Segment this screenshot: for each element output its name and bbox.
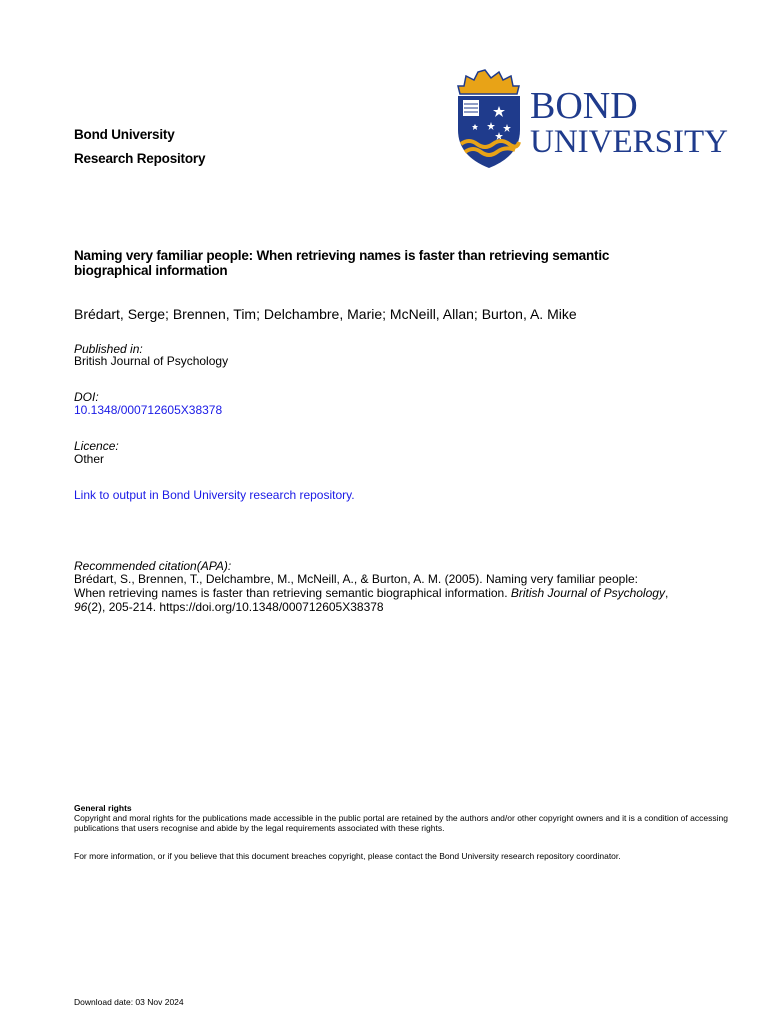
citation-line2-text: When retrieving names is faster than retrieving semantic biographical information. <box>74 586 511 600</box>
institution-name: Bond University <box>74 127 175 142</box>
copyright-contact-text: For more information, or if you believe that this document breaches copyright, please contact the Bond University research repository coordinator. <box>74 851 621 861</box>
citation-line3 <box>74 600 724 614</box>
doi-link[interactable]: 10.1348/000712605X38378 <box>74 403 223 417</box>
citation-label: Recommended citation(APA): <box>74 559 232 573</box>
citation-volume: 96 <box>74 600 88 614</box>
author-list: Brédart, Serge; Brennen, Tim; Delchambre, Marie; McNeill, Allan; Burton, A. Mike <box>74 306 577 322</box>
repository-link[interactable]: Link to output in Bond University research repository. <box>74 488 355 502</box>
licence-value: Other <box>74 452 105 466</box>
repository-name: Research Repository <box>74 151 206 166</box>
paper-title <box>74 248 714 278</box>
citation-line2 <box>74 586 724 600</box>
logo-text-university: UNIVERSITY <box>530 124 728 160</box>
citation-pages-doi: (2), 205-214. https://doi.org/10.1348/000712605X38378 <box>87 600 384 614</box>
citation-journal: British Journal of Psychology <box>510 586 665 600</box>
doi-label: DOI: <box>74 390 99 404</box>
paper-title-line2: biographical information <box>74 263 228 278</box>
general-rights-heading: General rights <box>74 803 132 813</box>
paper-title-line1: Naming very familiar people: When retrieving names is faster than retrieving semantic <box>74 248 610 263</box>
download-date: Download date: 03 Nov 2024 <box>74 997 184 1007</box>
bond-university-logo <box>455 68 735 173</box>
licence-label: Licence: <box>74 439 119 453</box>
published-journal: British Journal of Psychology <box>74 354 229 368</box>
published-label: Published in: <box>74 342 143 356</box>
recommended-citation <box>74 572 724 614</box>
citation-line1: Brédart, S., Brennen, T., Delchambre, M., McNeill, A., & Burton, A. M. (2005). Naming very familiar people: <box>74 572 639 586</box>
citation-comma: , <box>664 586 669 600</box>
logo-text-bond: BOND <box>530 85 638 127</box>
general-rights-text: Copyright and moral rights for the publications made accessible in the public portal are retained by the authors and/or other copyright owners and it is a condition of accessing publications that users recognise and abide by the legal requirements associated with these rights. <box>74 813 728 833</box>
